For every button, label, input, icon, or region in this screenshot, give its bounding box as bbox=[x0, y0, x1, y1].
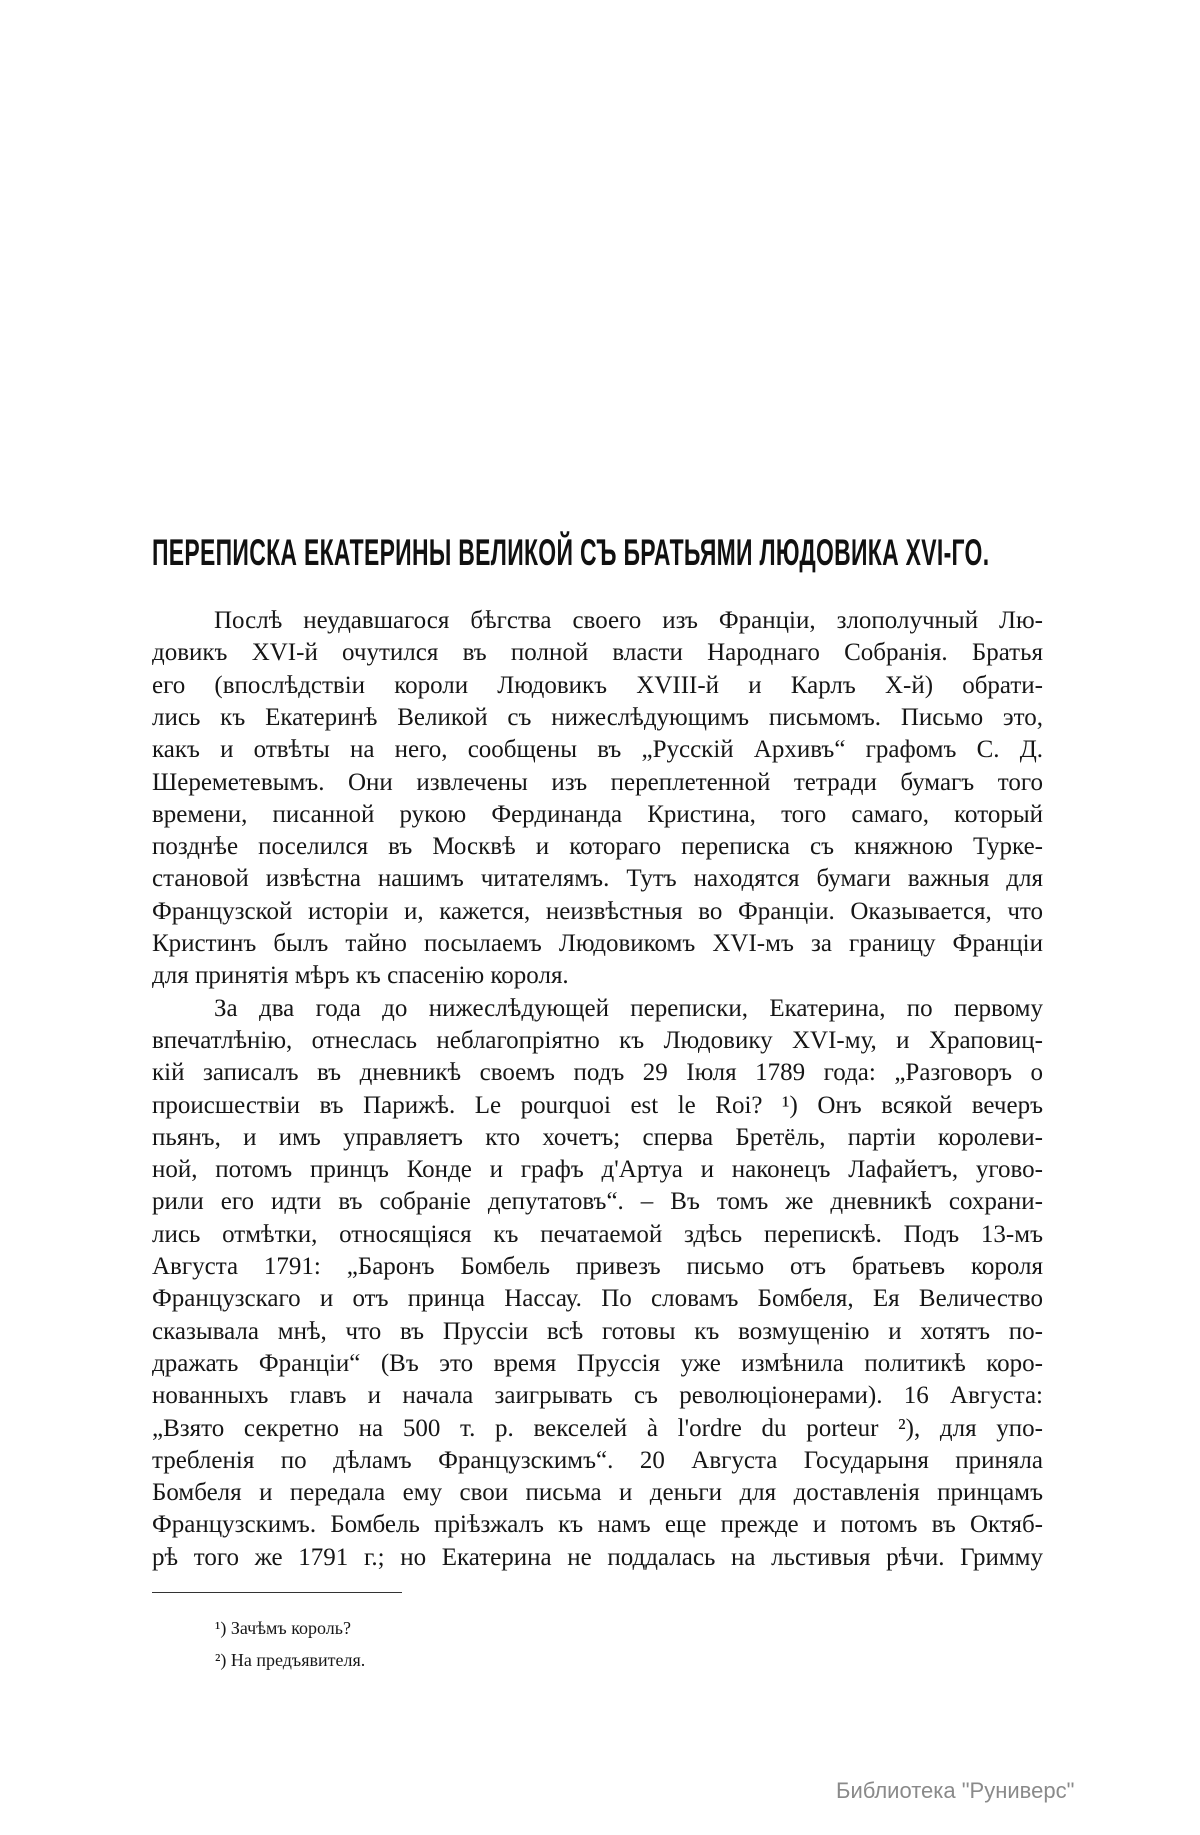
text-line: Шереметевымъ. Они извлечены изъ переплетенной тетради бумагъ того bbox=[152, 768, 1043, 796]
library-watermark: Библиотека "Руниверс" bbox=[836, 1778, 1075, 1803]
text-line: рѣ того же 1791 г.; но Екатерина не поддалась на льстивыя рѣчи. Гримму bbox=[152, 1543, 1043, 1571]
footnote-divider bbox=[152, 1592, 402, 1593]
text-line: становой извѣстна нашимъ читателямъ. Тутъ находятся бумаги важныя для bbox=[152, 865, 1043, 893]
text-line: рили его идти въ собраніе депутатовъ“. – Въ томъ же дневникѣ сохрани- bbox=[152, 1188, 1043, 1216]
text-line: происшествіи въ Парижѣ. Le pourquoi est le Roi? ¹) Онъ всякой вечеръ bbox=[152, 1091, 1043, 1119]
text-line: кій записалъ въ дневникѣ своемъ подъ 29 Іюля 1789 года: „Разговоръ о bbox=[152, 1059, 1043, 1087]
text-line: Французскимъ. Бомбель пріѣзжалъ къ намъ еще прежде и потомъ въ Октяб- bbox=[152, 1511, 1043, 1539]
text-line: пьянъ, и имъ управляетъ кто хочетъ; сперва Бретёль, партіи королеви- bbox=[152, 1123, 1043, 1151]
text-line: „Взято секретно на 500 т. р. векселей à l'ordre du porteur ²), для упо- bbox=[152, 1414, 1043, 1442]
text-line: его (впослѣдствіи короли Людовикъ XVIII-й и Карлъ X-й) обрати- bbox=[152, 671, 1043, 699]
text-line: Французской исторіи и, кажется, неизвѣстныя во Франціи. Оказывается, что bbox=[152, 897, 1043, 925]
text-line: дражать Франціи“ (Въ это время Пруссія уже измѣнила политикѣ коро- bbox=[152, 1349, 1043, 1377]
text-line: позднѣе поселился въ Москвѣ и котораго переписка съ княжною Турке- bbox=[152, 833, 1043, 861]
text-line: За два года до нижеслѣдующей переписки, Екатерина, по первому bbox=[214, 994, 1043, 1022]
text-line: Августа 1791: „Баронъ Бомбель привезъ письмо отъ братьевъ короля bbox=[152, 1253, 1043, 1280]
text-line: лись къ Екатеринѣ Великой съ нижеслѣдующимъ письмомъ. Письмо это, bbox=[152, 703, 1043, 731]
text-line: Кристинъ былъ тайно посылаемъ Людовикомъ XVI-мъ за границу Франціи bbox=[152, 930, 1043, 957]
text-line: ной, потомъ принцъ Конде и графъ д'Артуа и наконецъ Лафайетъ, угово- bbox=[152, 1156, 1043, 1184]
text-line: какъ и отвѣты на него, сообщены въ „Русскій Архивъ“ графомъ С. Д. bbox=[152, 736, 1043, 764]
text-line: времени, писанной рукою Фердинанда Кристина, того самаго, который bbox=[152, 800, 1043, 828]
text-line: довикъ XVI-й очутился въ полной власти Народнаго Собранія. Братья bbox=[152, 639, 1043, 667]
text-line: лись отмѣтки, относящіяся къ печатаемой здѣсь перепискѣ. Подъ 13-мъ bbox=[152, 1220, 1043, 1248]
page-title: ПЕРЕПИСКА ЕКАТЕРИНЫ ВЕЛИКОЙ СЪ БРАТЬЯМИ ЛЮДОВИКА XVI-ГО. bbox=[152, 532, 990, 573]
text-line: сказывала мнѣ, что въ Пруссіи всѣ готовы къ возмущенію и хотятъ по- bbox=[152, 1317, 1043, 1345]
text-line: Французскаго и отъ принца Нассау. По словамъ Бомбеля, Ея Величество bbox=[152, 1285, 1043, 1313]
text-line: Бомбеля и передала ему свои письма и деньги для доставленія принцамъ bbox=[152, 1479, 1043, 1507]
text-line: нованныхъ главъ и начала заигрывать съ революціонерами). 16 Августа: bbox=[152, 1382, 1043, 1410]
text-line: Послѣ неудавшагося бѣгства своего изъ Франціи, злополучный Лю- bbox=[214, 607, 1043, 634]
text-line: требленія по дѣламъ Французскимъ“. 20 Августа Государыня приняла bbox=[152, 1446, 1043, 1474]
footnote-2: ²) На предъявителя. bbox=[215, 1650, 366, 1670]
footnote-1: ¹) Зачѣмъ король? bbox=[215, 1618, 351, 1638]
text-line: для принятія мѣръ къ спасенію короля. bbox=[152, 962, 569, 990]
text-line: впечатлѣнію, отнеслась неблагопріятно къ Людовику XVI-му, и Храповиц- bbox=[152, 1026, 1043, 1054]
